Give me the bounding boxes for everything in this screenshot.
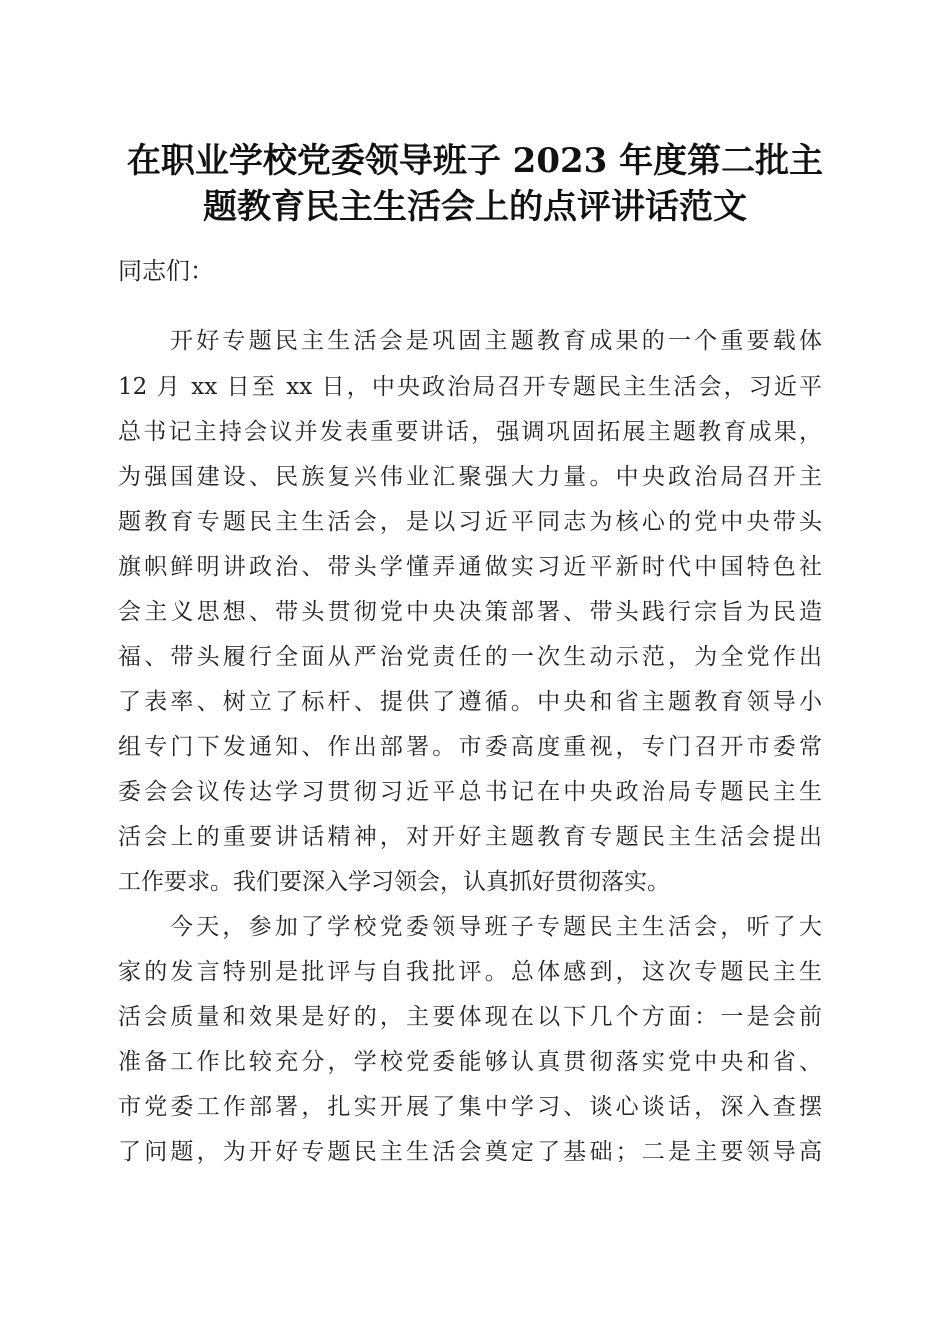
paragraph-line: 福、带头履行全面从严治党责任的一次生动示范，为全党作出 xyxy=(118,644,822,670)
paragraph-line: 旗帜鲜明讲政治、带头学懂弄通做实习近平新时代中国特色社 xyxy=(118,554,822,580)
paragraph-line: 活会上的重要讲话精神，对开好主题教育专题民主生活会提出 xyxy=(118,824,822,850)
title-line-2: 题教育民主生活会上的点评讲话范文 xyxy=(203,187,747,227)
paragraph-line: 会主义思想、带头贯彻党中央决策部署、带头践行宗旨为民造 xyxy=(118,599,822,625)
paragraph-line: 今天，参加了学校党委领导班子专题民主生活会，听了大 xyxy=(170,914,822,940)
paragraph-line: 活会质量和效果是好的，主要体现在以下几个方面：一是会前 xyxy=(118,1004,822,1030)
paragraph-line: 组专门下发通知、作出部署。市委高度重视，专门召开市委常 xyxy=(118,734,822,760)
paragraph-line: 题教育专题民主生活会，是以习近平同志为核心的党中央带头 xyxy=(118,509,822,535)
paragraph-line: 准备工作比较充分，学校党委能够认真贯彻落实党中央和省、 xyxy=(118,1049,822,1075)
title-line-1: 在职业学校党委领导班子 2023 年度第二批主 xyxy=(126,141,824,181)
paragraph-line: 家的发言特别是批评与自我批评。总体感到，这次专题民主生 xyxy=(118,959,822,985)
paragraph-line: 12 月 xx 日至 xx 日，中央政治局召开专题民主生活会，习近平 xyxy=(118,374,822,400)
salutation: 同志们： xyxy=(118,257,214,285)
document-title xyxy=(100,138,850,230)
paragraph-line: 工作要求。我们要深入学习领会，认真抓好贯彻落实。 xyxy=(118,869,670,895)
paragraph-line: 总书记主持会议并发表重要讲话，强调巩固拓展主题教育成果， xyxy=(118,419,822,445)
paragraph-line: 为强国建设、民族复兴伟业汇聚强大力量。中央政治局召开主 xyxy=(118,464,822,490)
paragraph-line: 委会会议传达学习贯彻习近平总书记在中央政治局专题民主生 xyxy=(118,779,822,805)
paragraph-line: 开好专题民主生活会是巩固主题教育成果的一个重要载体 xyxy=(170,328,822,354)
paragraph-line: 了表率、树立了标杆、提供了遵循。中央和省主题教育领导小 xyxy=(118,689,822,715)
paragraph-line: 了问题，为开好专题民主生活会奠定了基础；二是主要领导高 xyxy=(118,1139,822,1165)
paragraph-line: 市党委工作部署，扎实开展了集中学习、谈心谈话，深入查摆 xyxy=(118,1094,822,1120)
